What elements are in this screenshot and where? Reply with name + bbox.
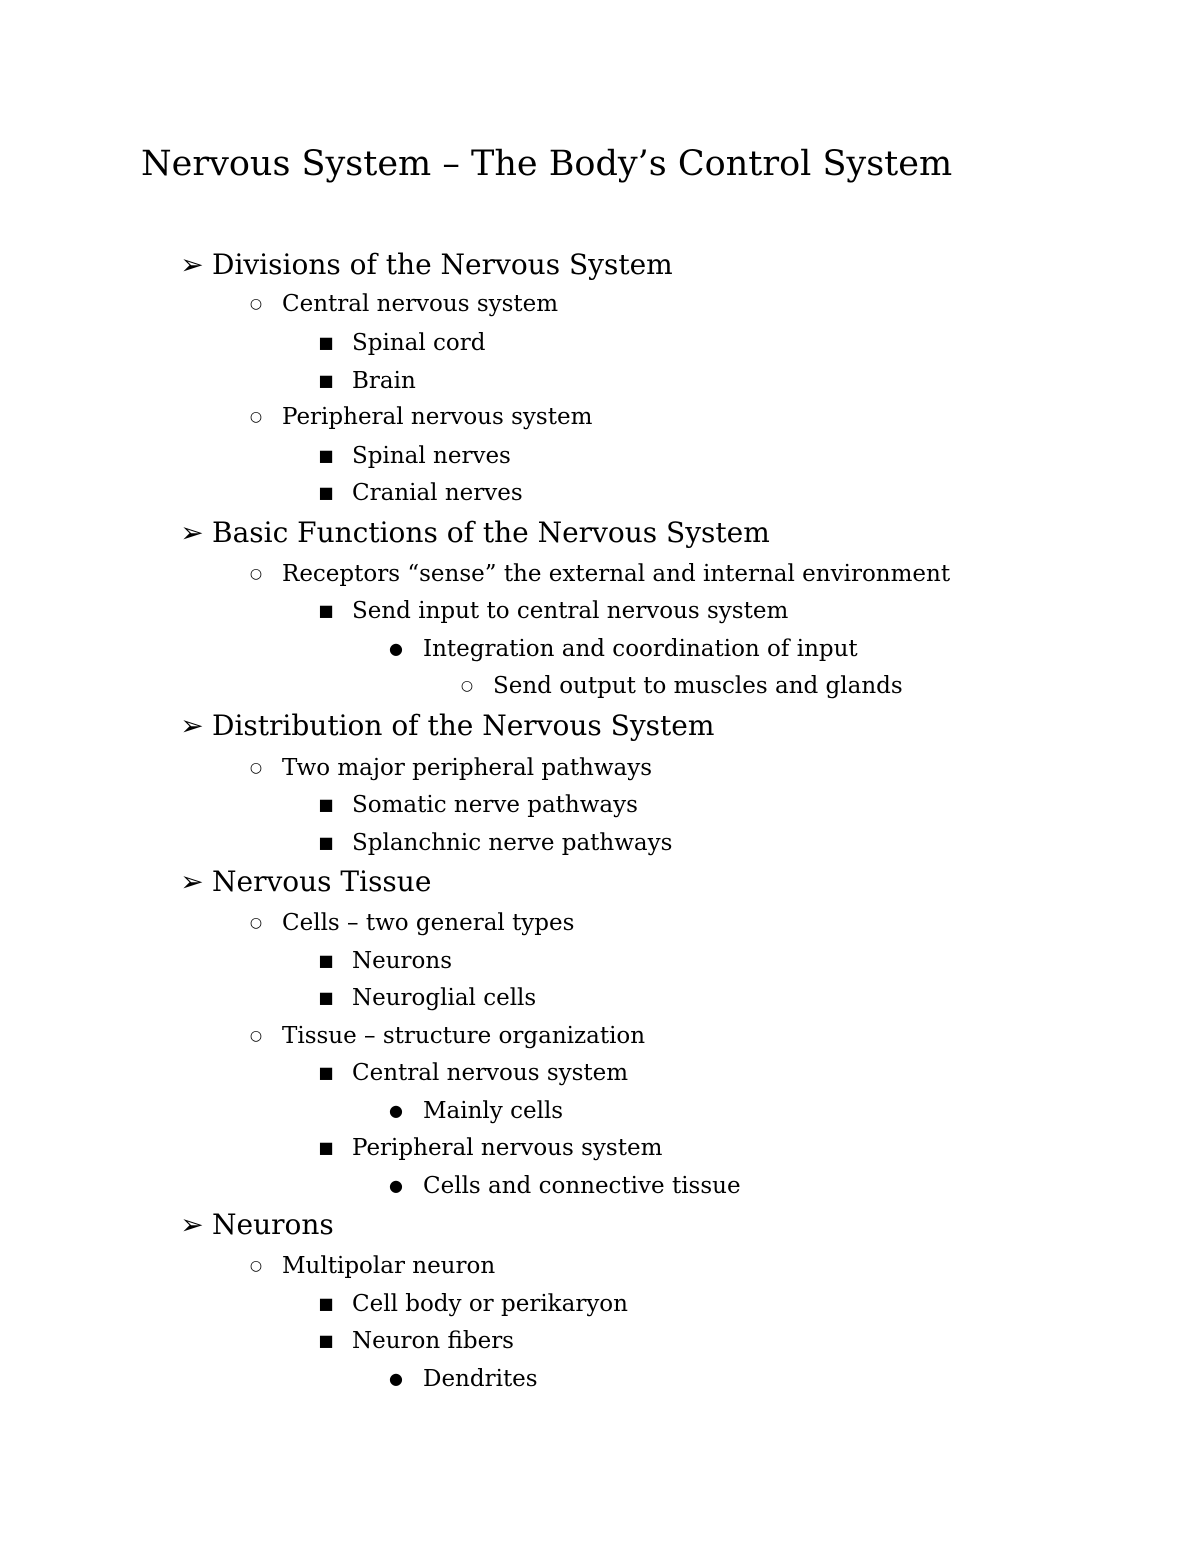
list-item-text: Neurons xyxy=(212,1208,334,1241)
list-item-text: Dendrites xyxy=(423,1366,538,1392)
list-item-text: Send input to central nervous system xyxy=(352,598,789,624)
list-item-text: Brain xyxy=(352,368,416,394)
list-item-text: Spinal cord xyxy=(352,330,486,356)
dot-bullet-icon: ● xyxy=(389,1176,403,1195)
list-item-text: Somatic nerve pathways xyxy=(352,792,638,818)
arrow-bullet-icon: ➢ xyxy=(180,1208,204,1241)
list-item-text: Cells – two general types xyxy=(282,910,575,936)
hollow-circle-bullet-icon: ○ xyxy=(460,678,474,694)
list-item-text: Send output to muscles and glands xyxy=(493,673,903,699)
arrow-bullet-icon: ➢ xyxy=(180,709,204,742)
square-bullet-icon: ■ xyxy=(318,833,334,852)
list-item-text: Nervous Tissue xyxy=(212,865,432,898)
list-item-text: Basic Functions of the Nervous System xyxy=(212,516,770,549)
list-item-text: Tissue – structure organization xyxy=(282,1023,646,1049)
arrow-bullet-icon: ➢ xyxy=(180,865,204,898)
arrow-bullet-icon: ➢ xyxy=(180,248,204,281)
square-bullet-icon: ■ xyxy=(318,795,334,814)
list-item-text: Two major peripheral pathways xyxy=(282,755,653,781)
list-item-text: Peripheral nervous system xyxy=(352,1135,663,1161)
page-title: Nervous System – The Body’s Control System xyxy=(141,144,953,184)
dot-bullet-icon: ● xyxy=(389,1369,403,1388)
hollow-circle-bullet-icon: ○ xyxy=(249,760,263,776)
list-item-text: Multipolar neuron xyxy=(282,1253,496,1279)
list-item-text: Peripheral nervous system xyxy=(282,404,593,430)
square-bullet-icon: ■ xyxy=(318,988,334,1007)
hollow-circle-bullet-icon: ○ xyxy=(249,566,263,582)
square-bullet-icon: ■ xyxy=(318,1331,334,1350)
list-item-text: Neuron fibers xyxy=(352,1328,514,1354)
dot-bullet-icon: ● xyxy=(389,639,403,658)
arrow-bullet-icon: ➢ xyxy=(180,516,204,549)
list-item-text: Distribution of the Nervous System xyxy=(212,709,715,742)
hollow-circle-bullet-icon: ○ xyxy=(249,409,263,425)
square-bullet-icon: ■ xyxy=(318,446,334,465)
square-bullet-icon: ■ xyxy=(318,333,334,352)
list-item-text: Cell body or perikaryon xyxy=(352,1291,628,1317)
list-item-text: Central nervous system xyxy=(282,291,559,317)
list-item-text: Receptors “sense” the external and internal environment xyxy=(282,561,951,587)
list-item-text: Neuroglial cells xyxy=(352,985,537,1011)
list-item-text: Cells and connective tissue xyxy=(423,1173,741,1199)
square-bullet-icon: ■ xyxy=(318,1138,334,1157)
list-item-text: Divisions of the Nervous System xyxy=(212,248,673,281)
square-bullet-icon: ■ xyxy=(318,1294,334,1313)
list-item-text: Splanchnic nerve pathways xyxy=(352,830,673,856)
list-item-text: Integration and coordination of input xyxy=(423,636,858,662)
square-bullet-icon: ■ xyxy=(318,371,334,390)
square-bullet-icon: ■ xyxy=(318,951,334,970)
square-bullet-icon: ■ xyxy=(318,483,334,502)
list-item-text: Mainly cells xyxy=(423,1098,564,1124)
hollow-circle-bullet-icon: ○ xyxy=(249,296,263,312)
dot-bullet-icon: ● xyxy=(389,1101,403,1120)
list-item-text: Cranial nerves xyxy=(352,480,523,506)
list-item-text: Spinal nerves xyxy=(352,443,511,469)
list-item-text: Central nervous system xyxy=(352,1060,629,1086)
hollow-circle-bullet-icon: ○ xyxy=(249,1258,263,1274)
square-bullet-icon: ■ xyxy=(318,1063,334,1082)
hollow-circle-bullet-icon: ○ xyxy=(249,915,263,931)
hollow-circle-bullet-icon: ○ xyxy=(249,1028,263,1044)
square-bullet-icon: ■ xyxy=(318,601,334,620)
list-item-text: Neurons xyxy=(352,948,453,974)
